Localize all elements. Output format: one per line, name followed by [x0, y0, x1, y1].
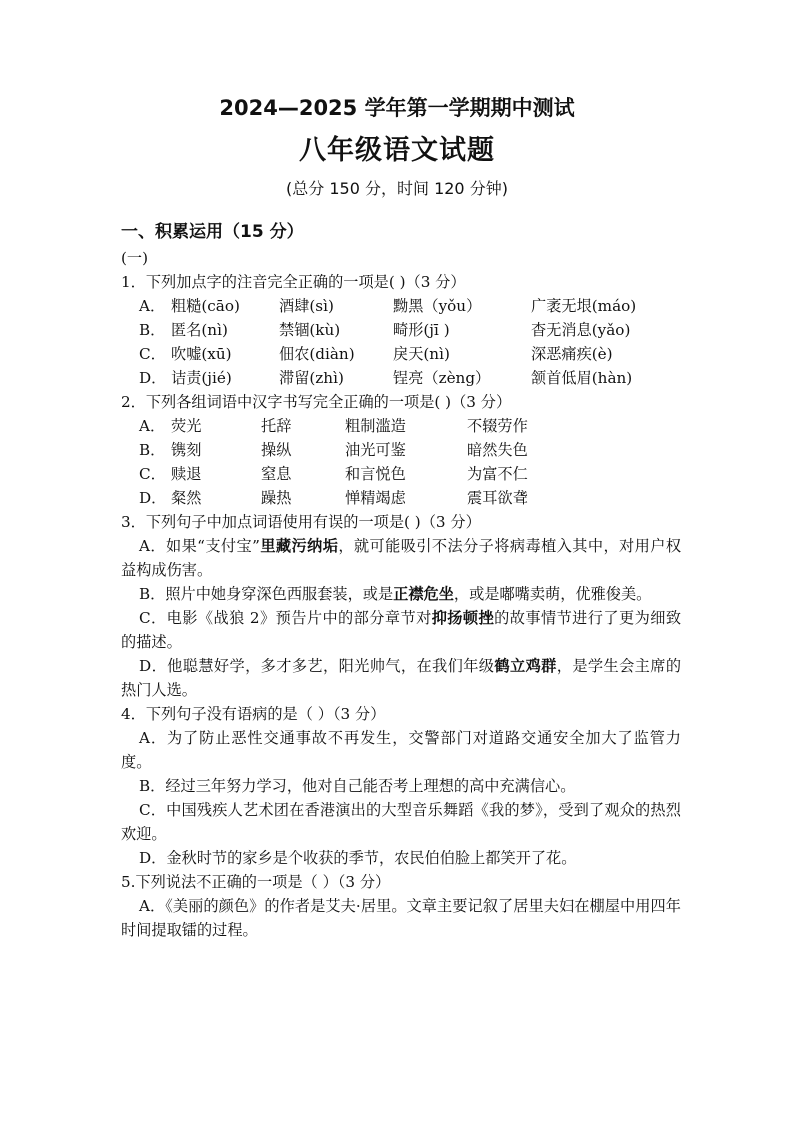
option-word: 锃亮（zèng） [393, 369, 491, 387]
option-word: 畸形(jī ) [393, 321, 450, 339]
option-word: 深恶痛疾(è) [531, 345, 613, 363]
q2-option-c [121, 462, 681, 486]
option-letter: C． [139, 465, 166, 483]
option-word: 震耳欲聋 [467, 489, 528, 507]
option-word: 佃农(diàn) [279, 345, 355, 363]
q3-option-d [121, 654, 681, 702]
option-word: 杳无消息(yǎo) [531, 321, 631, 339]
option-word: 窒息 [261, 465, 292, 483]
option-word: 吹嘘(xū) [171, 345, 232, 363]
option-word: 滞留(zhì) [279, 369, 344, 387]
q4-option-c: C．中国残疾人艺术团在香港演出的大型音乐舞蹈《我的梦》，受到了观众的热烈欢迎。 [121, 801, 681, 843]
option-keyword: 鹤立鸡群 [494, 657, 557, 675]
option-word: 托辞 [261, 417, 292, 435]
option-word: 为富不仁 [467, 465, 528, 483]
option-text: A．如果“支付宝” [139, 537, 260, 555]
q1-option-c [121, 342, 681, 366]
option-word: 匿名(nì) [171, 321, 228, 339]
option-keyword: 正襟危坐 [393, 585, 454, 603]
exam-subject-title: 八年级语文试题 [299, 135, 495, 166]
option-text: B．照片中她身穿深色西服套装，或是 [139, 585, 394, 603]
exam-score-time: (总分 150 分，时间 120 分钟) [286, 179, 508, 198]
option-text: ，是学生会主席的热门人选。 [121, 657, 682, 699]
option-word: 黝黑（yǒu） [393, 297, 482, 315]
q4-stem: 4．下列句子没有语病的是（ ）（3 分） [121, 705, 386, 723]
option-word: 暗然失色 [467, 441, 528, 459]
option-word: 广袤无垠(máo) [531, 297, 637, 315]
q2-option-b [121, 438, 681, 462]
q3-option-a [121, 534, 681, 582]
option-word: 赎退 [171, 465, 202, 483]
option-word: 油光可鉴 [345, 441, 406, 459]
q3-stem: 3．下列句子中加点词语使用有误的一项是( )（3 分） [121, 513, 481, 531]
part-label: (一) [121, 249, 149, 267]
option-word: 镌刻 [171, 441, 202, 459]
question-content [121, 246, 681, 942]
option-letter: A． [139, 417, 166, 435]
option-word: 诘责(jié) [171, 369, 232, 387]
option-letter: C． [139, 345, 166, 363]
q5-stem: 5.下列说法不正确的一项是（ ）（3 分） [121, 873, 391, 891]
option-word: 粲然 [171, 489, 202, 507]
option-text: C．电影《战狼 2》预告片中的部分章节对 [139, 609, 432, 627]
option-letter: B． [139, 321, 166, 339]
option-word: 不辍劳作 [467, 417, 528, 435]
option-letter: D． [139, 489, 167, 507]
option-text: ，或是嘟嘴卖萌，优雅俊美。 [453, 585, 652, 603]
q1-option-b [121, 318, 681, 342]
option-text: D．他聪慧好学，多才多艺，阳光帅气，在我们年级 [139, 657, 495, 675]
option-word: 和言悦色 [345, 465, 406, 483]
option-text: ，就可能吸引不法分子将病毒植入其中，对用户权益构成伤害。 [121, 537, 682, 579]
option-keyword: 抑扬顿挫 [431, 609, 495, 627]
q5-option-a: A．《美丽的颜色》的作者是艾夫·居里。文章主要记叙了居里夫妇在棚屋中用四年时间提取镭的过程。 [121, 897, 681, 939]
option-text: 的故事情节进行了更为细致的描述。 [121, 609, 682, 651]
option-word: 粗糙(cāo) [171, 297, 240, 315]
q1-stem: 1．下列加点字的注音完全正确的一项是( )（3 分） [121, 273, 466, 291]
option-word: 操纵 [261, 441, 292, 459]
q4-option-d: D．金秋时节的家乡是个收获的季节，农民伯伯脸上都笑开了花。 [139, 849, 577, 867]
q4-option-b: B．经过三年努力学习，他对自己能否考上理想的高中充满信心。 [139, 777, 576, 795]
option-word: 躁热 [261, 489, 292, 507]
option-word: 禁锢(kù) [279, 321, 341, 339]
q4-option-a: A．为了防止恶性交通事故不再发生，交警部门对道路交通安全加大了监管力度。 [121, 729, 681, 771]
q3-option-b [121, 582, 681, 606]
q2-stem: 2．下列各组词语中汉字书写完全正确的一项是( )（3 分） [121, 393, 512, 411]
option-word: 粗制滥造 [345, 417, 406, 435]
option-word: 颔首低眉(hàn) [531, 369, 633, 387]
option-keyword: 里藏污纳垢 [259, 537, 339, 555]
q3-option-c [121, 606, 681, 654]
option-letter: A． [139, 297, 166, 315]
option-letter: D． [139, 369, 167, 387]
q1-option-d [121, 366, 681, 390]
option-word: 荧光 [171, 417, 202, 435]
option-word: 戾天(nì) [393, 345, 450, 363]
section-title: 一、积累运用（15 分） [121, 222, 304, 242]
exam-term-title: 2024—2025 学年第一学期期中测试 [219, 96, 575, 120]
option-word: 惮精竭虑 [345, 489, 406, 507]
q2-option-d [121, 486, 681, 510]
q2-option-a [121, 414, 681, 438]
q1-option-a [121, 294, 681, 318]
option-word: 酒肆(sì) [279, 297, 334, 315]
option-letter: B． [139, 441, 166, 459]
